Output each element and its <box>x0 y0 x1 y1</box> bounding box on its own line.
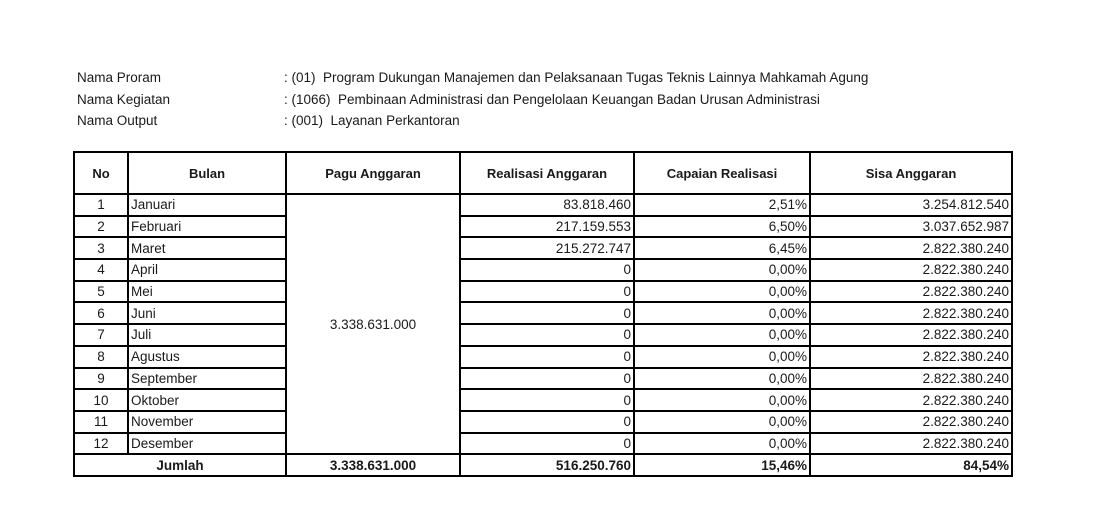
row-sisa: 2.822.380.240 <box>810 389 1012 411</box>
row-sisa: 3.037.652.987 <box>810 216 1012 238</box>
row-capaian: 0,00% <box>634 433 810 455</box>
table-row <box>74 411 1012 433</box>
row-realisasi: 0 <box>460 259 634 281</box>
table-row <box>74 237 1012 259</box>
program-info <box>77 67 868 132</box>
row-realisasi: 0 <box>460 346 634 368</box>
budget-table <box>73 151 1013 477</box>
row-realisasi: 217.159.553 <box>460 216 634 238</box>
row-no: 6 <box>74 302 128 324</box>
row-bulan: April <box>128 259 286 281</box>
row-no: 11 <box>74 411 128 433</box>
kegiatan-value: : (1066) Pembinaan Administrasi dan Pengelolaan Keuangan Badan Urusan Administrasi <box>284 91 820 107</box>
table-row <box>74 302 1012 324</box>
row-realisasi: 215.272.747 <box>460 237 634 259</box>
row-capaian: 0,00% <box>634 259 810 281</box>
row-capaian: 2,51% <box>634 194 810 216</box>
row-capaian: 6,45% <box>634 237 810 259</box>
table-row <box>74 433 1012 455</box>
pagu-anggaran-cell: 3.338.631.000 <box>286 194 460 454</box>
kegiatan-label: Nama Kegiatan <box>77 91 171 107</box>
total-label: Jumlah <box>74 454 286 476</box>
row-capaian: 0,00% <box>634 324 810 346</box>
row-realisasi: 83.818.460 <box>460 194 634 216</box>
row-no: 10 <box>74 389 128 411</box>
row-no: 4 <box>74 259 128 281</box>
program-row <box>77 67 868 89</box>
row-realisasi: 0 <box>460 411 634 433</box>
row-capaian: 0,00% <box>634 411 810 433</box>
output-value: : (001) Layanan Perkantoran <box>284 113 460 128</box>
row-capaian: 0,00% <box>634 302 810 324</box>
row-realisasi: 0 <box>460 302 634 324</box>
row-sisa: 2.822.380.240 <box>810 324 1012 346</box>
total-capaian: 15,46% <box>634 454 810 476</box>
row-no: 1 <box>74 194 128 216</box>
total-sisa: 84,54% <box>810 454 1012 476</box>
row-bulan: Desember <box>128 433 286 455</box>
row-sisa: 2.822.380.240 <box>810 281 1012 303</box>
row-bulan: September <box>128 368 286 390</box>
row-no: 5 <box>74 281 128 303</box>
row-sisa: 2.822.380.240 <box>810 411 1012 433</box>
row-bulan: Januari <box>128 194 286 216</box>
row-capaian: 0,00% <box>634 368 810 390</box>
row-realisasi: 0 <box>460 324 634 346</box>
program-label: Nama Proram <box>77 70 162 85</box>
row-realisasi: 0 <box>460 368 634 390</box>
row-sisa: 2.822.380.240 <box>810 433 1012 455</box>
total-row <box>74 454 1012 476</box>
table-row <box>74 368 1012 390</box>
row-realisasi: 0 <box>460 281 634 303</box>
row-no: 8 <box>74 346 128 368</box>
row-bulan: November <box>128 411 286 433</box>
table-row <box>74 194 1012 216</box>
program-value: : (01) Program Dukungan Manajemen dan Pelaksanaan Tugas Teknis Lainnya Mahkamah Agung <box>284 70 869 85</box>
row-bulan: Maret <box>128 237 286 259</box>
row-bulan: Agustus <box>128 346 286 368</box>
header-sisa: Sisa Anggaran <box>810 152 1012 194</box>
row-no: 9 <box>74 368 128 390</box>
row-capaian: 0,00% <box>634 281 810 303</box>
table-row <box>74 216 1012 238</box>
row-bulan: Mei <box>128 281 286 303</box>
row-realisasi: 0 <box>460 389 634 411</box>
table-row <box>74 324 1012 346</box>
row-no: 12 <box>74 433 128 455</box>
row-bulan: Oktober <box>128 389 286 411</box>
table-row <box>74 389 1012 411</box>
row-no: 3 <box>74 237 128 259</box>
header-bulan: Bulan <box>128 152 286 194</box>
row-bulan: Februari <box>128 216 286 238</box>
header-pagu: Pagu Anggaran <box>286 152 460 194</box>
row-bulan: Juni <box>128 302 286 324</box>
row-sisa: 2.822.380.240 <box>810 368 1012 390</box>
header-capaian: Capaian Realisasi <box>634 152 810 194</box>
output-row <box>77 110 868 132</box>
table-body <box>74 194 1012 454</box>
row-capaian: 0,00% <box>634 389 810 411</box>
row-sisa: 2.822.380.240 <box>810 259 1012 281</box>
total-pagu: 3.338.631.000 <box>286 454 460 476</box>
row-capaian: 0,00% <box>634 346 810 368</box>
row-realisasi: 0 <box>460 433 634 455</box>
row-sisa: 2.822.380.240 <box>810 302 1012 324</box>
row-bulan: Juli <box>128 324 286 346</box>
row-sisa: 3.254.812.540 <box>810 194 1012 216</box>
kegiatan-row <box>77 89 868 111</box>
table-row <box>74 346 1012 368</box>
row-sisa: 2.822.380.240 <box>810 346 1012 368</box>
header-no: No <box>74 152 128 194</box>
output-label: Nama Output <box>77 113 158 128</box>
row-no: 7 <box>74 324 128 346</box>
header-row <box>74 152 1012 194</box>
table-row <box>74 281 1012 303</box>
row-sisa: 2.822.380.240 <box>810 237 1012 259</box>
row-no: 2 <box>74 216 128 238</box>
table-row <box>74 259 1012 281</box>
header-realisasi: Realisasi Anggaran <box>460 152 634 194</box>
row-capaian: 6,50% <box>634 216 810 238</box>
total-realisasi: 516.250.760 <box>460 454 634 476</box>
